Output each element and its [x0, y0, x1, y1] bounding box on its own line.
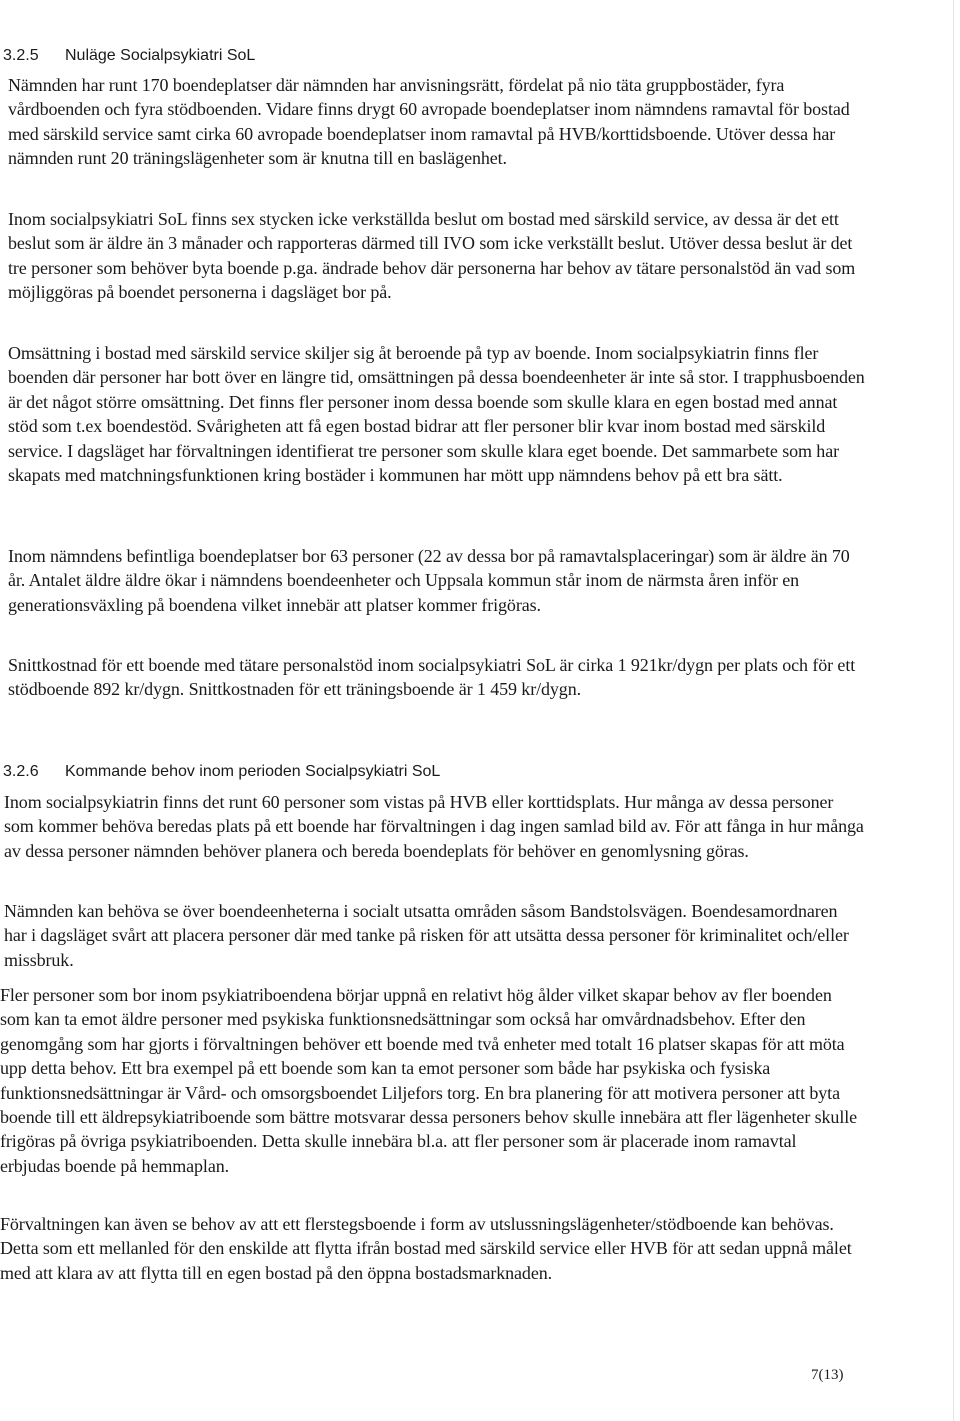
paragraph-socialt-utsatta-omraden: Nämnden kan behöva se över boendeenheterna i socialt utsatta områden såsom Bandstolsvägen. Boendesamordnaren har i dagsläget svårt att placera personer där med tanke på risken för att utsätta dessa personer för kriminalitet och/eller missbruk.	[4, 901, 849, 970]
scan-edge-line	[953, 0, 954, 1421]
section-number: 3.2.5	[3, 47, 39, 64]
section-title: Nuläge Socialpsykiatri SoL	[65, 47, 256, 64]
paragraph-flerstegsboende: Förvaltningen kan även se behov av att ett flerstegsboende i form av utslussningslägenheter/stödboende kan behövas. Detta som ett mellanled för den enskilde att flytta ifrån bostad med särskild service eller HVB för att sedan uppnå målet med att klara av att flytta till en egen bostad på den öppna bostadsmarknaden.	[0, 1214, 852, 1283]
section-title: Kommande behov inom perioden Socialpsykiatri SoL	[65, 763, 441, 780]
section-number: 3.2.6	[3, 763, 39, 780]
section-heading-3-2-5	[3, 46, 255, 66]
paragraph-boendeplatser: Nämnden har runt 170 boendeplatser där nämnden har anvisningsrätt, fördelat på nio täta gruppbostäder, fyra vårdboenden och fyra stödboenden. Vidare finns drygt 60 avropade boendeplatser inom nämndens ramavtal för bostad med särskild service samt cirka 60 avropade boendeplatser inom ramavtal på HVB/korttidsboende. Utöver dessa har nämnden runt 20 träningslägenheter som är knutna till en baslägenhet.	[8, 75, 850, 169]
paragraph-icke-verkstallda-beslut: Inom socialpsykiatri SoL finns sex stycken icke verkställda beslut om bostad med särskild service, av dessa är det ett beslut som är äldre än 3 månader och rapporteras därmed till IVO som icke verkställt beslut. Utöver dessa beslut är det tre personer som behöver byta boende p.ga. ändrade behov där personerna har behov av tätare personalstöd än vad som möjliggöras på boendet personerna i dagsläget bor på.	[8, 209, 856, 303]
paragraph-omsattning: Omsättning i bostad med särskild service skiljer sig åt beroende på typ av boende. Inom socialpsykiatrin finns fler boenden där personer har bott över en längre tid, omsättningen på dessa boendeenheter är inte så stor. I trapphusboenden är det något större omsättning. Det finns fler personer inom dessa boende som skulle klara en egen bostad med annat stöd som t.ex boendestöd. Svårigheten att få egen bostad bidrar att fler personer blir kvar inom bostad med särskild service. I dagsläget har förvaltningen identifierat tre personer som skulle klara eget boende. Det sammarbete som har skapats med matchningsfunktionen kring bostäder i kommunen har mött upp nämndens behov på ett bra sätt.	[8, 343, 865, 486]
paragraph-aldre-personer: Inom nämndens befintliga boendeplatser bor 63 personer (22 av dessa bor på ramavtalsplaceringar) som är äldre än 70 år. Antalet äldre äldre ökar i nämndens boendeenheter och Uppsala kommun står inom de närmsta åren inför en generationsväxling på boendena vilket innebär att platser kommer frigöras.	[8, 546, 850, 615]
section-heading-3-2-6	[3, 762, 440, 782]
paragraph-snittkostnad: Snittkostnad för ett boende med tätare personalstöd inom socialpsykiatri SoL är cirka 1 921kr/dygn per plats och för ett stödboende 892 kr/dygn. Snittkostnaden för ett träningsboende är 1 459 kr/dygn.	[8, 655, 856, 700]
paragraph-aldrepsykiatriboende: Fler personer som bor inom psykiatriboendena börjar uppnå en relativt hög ålder vilket skapar behov av fler boenden som kan ta emot äldre personer med psykiska funktionsnedsättningar som också har omvårdnadsbehov. Efter den genomgång som har gjorts i förvaltningen behöver ett boende med två enheter med totalt 16 platser skapas för att möta upp detta behov. Ett bra exempel på ett boende som kan ta emot personer som både har psykiska och fysiska funktionsnedsättningar är Vård- och omsorgsboendet Liljefors torg. En bra planering för att motivera personer att byta boende till ett äldrepsykiatriboende som bättre motsvarar dessa personers behov skulle innebära att fler lägenheter skulle frigöras på övriga psykiatriboenden. Detta skulle innebära bl.a. att fler personer som är placerade inom ramavtal erbjudas boende på hemmaplan.	[0, 985, 858, 1176]
page-number: 7(13)	[811, 1367, 844, 1383]
paragraph-hvb-korttidsplats: Inom socialpsykiatrin finns det runt 60 personer som vistas på HVB eller korttidsplats. Hur många av dessa personer som kommer behöva beredas plats på ett boende har förvaltningen i dag ingen samlad bild av. För att fånga in hur många av dessa personer nämnden behöver planera och bereda boendeplats för behöver en genomlysning göras.	[4, 792, 864, 861]
